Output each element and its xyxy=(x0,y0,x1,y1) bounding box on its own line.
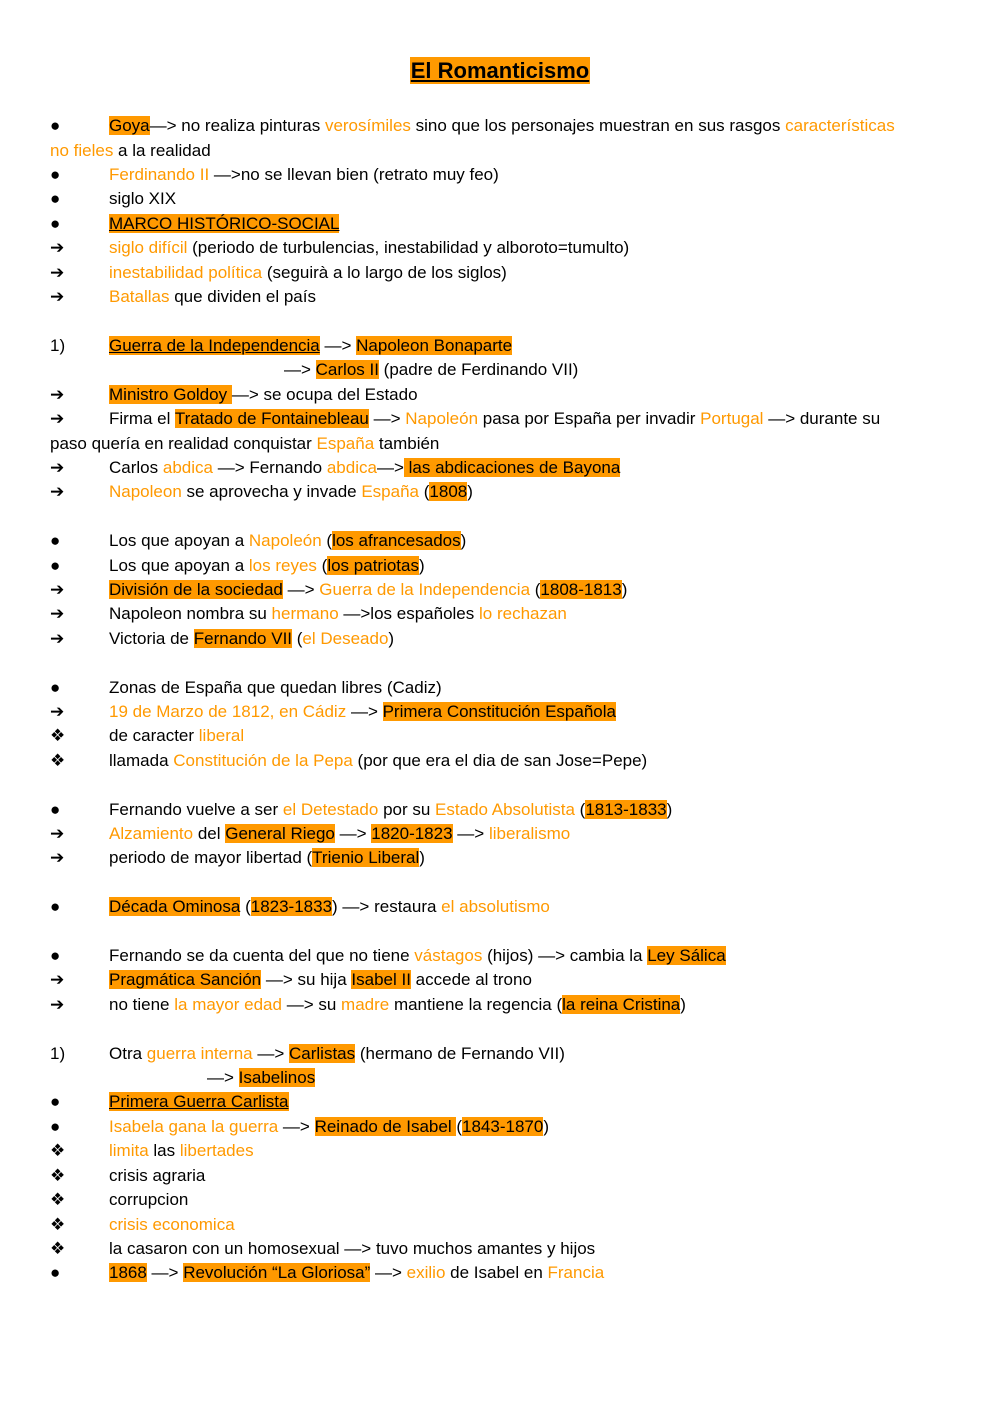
text-segment: ) xyxy=(419,848,425,867)
key-term: liberal xyxy=(198,726,245,745)
line-marker: ● xyxy=(50,214,61,233)
key-term: Ferdinando II xyxy=(109,165,210,184)
line-text xyxy=(109,749,647,773)
key-term: España xyxy=(361,482,420,501)
key-term: no fieles xyxy=(50,141,114,160)
text-segment: —> xyxy=(278,1117,315,1136)
highlighted-term: 1808-1813 xyxy=(540,580,622,599)
key-term: Estado Absolutista xyxy=(435,800,575,819)
key-term: Napoleon xyxy=(109,482,182,501)
text-segment: —> su xyxy=(281,995,342,1014)
text-segment: ) xyxy=(419,556,425,575)
line-marker: ➔ xyxy=(50,629,65,648)
highlighted-term: Carlistas xyxy=(289,1044,356,1063)
text-segment: Otra xyxy=(109,1044,147,1063)
text-segment: corrupcion xyxy=(109,1190,189,1209)
line-marker: ● xyxy=(50,116,61,135)
line-text xyxy=(109,1164,205,1188)
highlighted-term: Trienio Liberal xyxy=(312,848,420,867)
line-text xyxy=(109,1261,604,1285)
key-term: inestabilidad política xyxy=(109,263,263,282)
text-segment: ( xyxy=(321,531,333,550)
highlighted-term: las abdicaciones de Bayona xyxy=(403,458,621,477)
line-marker: ● xyxy=(50,1117,61,1136)
key-term: 19 de Marzo de 1812, en Cádiz xyxy=(109,702,347,721)
text-segment: —> xyxy=(334,824,372,843)
text-segment: ( xyxy=(456,1117,463,1136)
text-segment: —> Fernando xyxy=(212,458,327,477)
line-text xyxy=(109,529,466,553)
key-term: Alzamiento xyxy=(109,824,194,843)
text-segment: ) xyxy=(467,482,473,501)
text-segment: no tiene xyxy=(109,995,175,1014)
line-marker: ➔ xyxy=(50,702,65,721)
text-segment: pasa por España per invadir xyxy=(478,409,701,428)
line-marker: ➔ xyxy=(50,580,65,599)
key-term: exilio xyxy=(406,1263,446,1282)
text-segment: —>los españoles xyxy=(338,604,479,623)
text-segment: ( xyxy=(316,556,328,575)
highlighted-term: los patriotas xyxy=(327,556,419,575)
line-text xyxy=(109,1188,188,1212)
highlighted-term: Revolución “La Gloriosa” xyxy=(183,1263,371,1282)
line-text xyxy=(109,187,176,211)
text-segment: Los que apoyan a xyxy=(109,556,249,575)
key-term: abdica xyxy=(326,458,377,477)
text-segment: de caracter xyxy=(109,726,199,745)
text-segment: —> xyxy=(284,360,316,379)
text-segment: las xyxy=(148,1141,180,1160)
key-term: guerra interna xyxy=(146,1044,253,1063)
highlighted-term: MARCO HISTÓRICO-SOCIAL xyxy=(109,214,340,233)
key-term: madre xyxy=(341,995,390,1014)
text-segment: Fernando se da cuenta del que no tiene xyxy=(109,946,415,965)
key-term: limita xyxy=(109,1141,149,1160)
text-segment: Zonas de España que quedan libres (Cadiz) xyxy=(109,678,442,697)
line-text xyxy=(109,944,726,968)
highlighted-term: 1808 xyxy=(429,482,468,501)
text-segment: ) xyxy=(543,1117,549,1136)
line-text xyxy=(109,895,550,919)
text-segment: ) xyxy=(388,629,395,648)
line-text xyxy=(109,407,880,431)
line-marker: ❖ xyxy=(50,726,66,745)
line-marker: ❖ xyxy=(50,1239,66,1258)
highlighted-term: 1820-1823 xyxy=(371,824,453,843)
key-term: los reyes xyxy=(248,556,317,575)
text-segment: de Isabel en xyxy=(445,1263,548,1282)
text-segment: (periodo de turbulencias, inestabilidad y alboroto=tumulto) xyxy=(187,238,630,257)
highlighted-term: Goya xyxy=(109,116,150,135)
text-segment: (padre de Ferdinando VII) xyxy=(378,360,579,379)
text-segment: —> xyxy=(370,1263,407,1282)
line-marker: ❖ xyxy=(50,751,66,770)
text-segment: —> xyxy=(346,702,383,721)
text-segment: —>no se llevan bien (retrato muy feo) xyxy=(209,165,499,184)
key-term: verosímiles xyxy=(324,116,411,135)
key-term: lo rechazan xyxy=(479,604,567,623)
text-segment: también xyxy=(374,434,440,453)
line-marker: ➔ xyxy=(50,970,65,989)
text-segment: ) xyxy=(621,580,628,599)
text-segment: ) xyxy=(460,531,467,550)
text-segment: —> xyxy=(207,1068,239,1087)
text-segment: —> xyxy=(319,336,357,355)
key-term: la mayor edad xyxy=(174,995,282,1014)
text-segment: ( xyxy=(419,482,430,501)
line-text xyxy=(109,456,620,480)
line-text xyxy=(109,968,532,992)
text-segment: (seguirà a lo largo de los siglos) xyxy=(262,263,507,282)
text-segment: ( xyxy=(292,629,303,648)
text-segment: Los que apoyan a xyxy=(109,531,249,550)
text-segment: a la realidad xyxy=(113,141,211,160)
text-segment: accede al trono xyxy=(410,970,532,989)
line-text xyxy=(50,139,211,163)
text-segment: ( xyxy=(240,897,251,916)
text-segment: ) xyxy=(680,995,686,1014)
highlighted-term: 1843-1870 xyxy=(462,1117,544,1136)
line-text xyxy=(109,700,616,724)
highlighted-term: Napoleon Bonaparte xyxy=(356,336,513,355)
line-marker: ❖ xyxy=(50,1141,66,1160)
text-segment: llamada xyxy=(109,751,174,770)
text-segment: (por que era el dia de san Jose=Pepe) xyxy=(352,751,648,770)
highlighted-term: Isabelinos xyxy=(238,1068,316,1087)
text-segment: —> no realiza pinturas xyxy=(149,116,325,135)
line-text xyxy=(284,358,578,382)
line-marker: ➔ xyxy=(50,995,65,1014)
text-segment: —> xyxy=(146,1263,184,1282)
text-segment: —> xyxy=(376,458,404,477)
key-term: Portugal xyxy=(700,409,764,428)
line-text xyxy=(109,822,570,846)
text-segment: crisis agraria xyxy=(109,1166,206,1185)
line-text xyxy=(109,285,316,309)
text-segment: se aprovecha y invade xyxy=(181,482,362,501)
text-segment: que dividen el país xyxy=(169,287,316,306)
line-text xyxy=(109,1090,289,1114)
key-term: libertades xyxy=(179,1141,254,1160)
line-text xyxy=(109,236,629,260)
line-marker: ❖ xyxy=(50,1215,66,1234)
line-marker: ● xyxy=(50,189,61,208)
text-segment: —> xyxy=(452,824,489,843)
text-segment: del xyxy=(193,824,226,843)
line-text xyxy=(109,1042,565,1066)
key-term: abdica xyxy=(162,458,213,477)
line-marker: ➔ xyxy=(50,458,65,477)
line-text xyxy=(109,383,418,407)
text-segment: la casaron con un homosexual —> tuvo muchos amantes y hijos xyxy=(109,1239,596,1258)
line-text xyxy=(109,627,394,651)
highlighted-term: Ministro Goldoy xyxy=(109,385,232,404)
line-marker: ❖ xyxy=(50,1190,66,1209)
key-term: vástagos xyxy=(414,946,483,965)
text-segment: mantiene la regencia ( xyxy=(389,995,563,1014)
text-segment: —> durante su xyxy=(763,409,881,428)
highlighted-term: Ley Sálica xyxy=(647,946,726,965)
line-marker: ● xyxy=(50,556,61,575)
line-marker: ● xyxy=(50,800,61,819)
key-term: hermano xyxy=(271,604,339,623)
line-text xyxy=(109,212,339,236)
text-segment: —> su hija xyxy=(261,970,352,989)
key-term: liberalismo xyxy=(488,824,571,843)
text-segment: —> se ocupa del Estado xyxy=(231,385,418,404)
text-segment: —> xyxy=(282,580,320,599)
key-term: España xyxy=(316,434,375,453)
line-text xyxy=(109,578,627,602)
text-segment: por su xyxy=(378,800,436,819)
line-marker: ➔ xyxy=(50,385,65,404)
line-marker: ➔ xyxy=(50,287,65,306)
line-marker: ● xyxy=(50,165,61,184)
line-marker: 1) xyxy=(50,336,66,355)
highlighted-term: Carlos II xyxy=(315,360,379,379)
key-term: Napoleón xyxy=(248,531,322,550)
text-segment: (hermano de Fernando VII) xyxy=(355,1044,565,1063)
highlighted-term: la reina Cristina xyxy=(562,995,681,1014)
key-term: crisis economica xyxy=(109,1215,235,1234)
line-marker: ● xyxy=(50,678,61,697)
text-segment: paso quería en realidad conquistar xyxy=(50,434,317,453)
line-text xyxy=(109,724,244,748)
text-segment: —> xyxy=(252,1044,290,1063)
highlighted-term: Tratado de Fontainebleau xyxy=(174,409,369,428)
highlighted-term: los afrancesados xyxy=(332,531,461,550)
line-text xyxy=(109,1139,254,1163)
key-term: Francia xyxy=(547,1263,605,1282)
text-segment: Firma el xyxy=(109,409,175,428)
text-segment: ) xyxy=(666,800,673,819)
line-marker: ➔ xyxy=(50,482,65,501)
key-term: Isabela gana la guerra xyxy=(109,1117,279,1136)
highlighted-term: 1823-1833 xyxy=(250,897,333,916)
key-term: características xyxy=(785,116,895,135)
key-term: Batallas xyxy=(109,287,170,306)
text-segment: Victoria de xyxy=(109,629,194,648)
highlighted-term: Guerra de la Independencia xyxy=(109,336,320,355)
highlighted-term: General Riego xyxy=(225,824,335,843)
line-text xyxy=(109,993,686,1017)
highlighted-term: Primera Constitución Española xyxy=(382,702,616,721)
key-term: el Deseado xyxy=(302,629,389,648)
text-segment: Napoleon nombra su xyxy=(109,604,272,623)
line-text xyxy=(109,163,499,187)
document-title xyxy=(0,58,1000,84)
key-term: siglo difícil xyxy=(109,238,188,257)
line-text xyxy=(109,554,425,578)
line-marker: ➔ xyxy=(50,848,65,867)
highlighted-term: Isabel II xyxy=(351,970,411,989)
line-marker: ➔ xyxy=(50,238,65,257)
line-marker: ❖ xyxy=(50,1166,66,1185)
line-text xyxy=(109,676,442,700)
line-marker: ➔ xyxy=(50,604,65,623)
line-text xyxy=(50,432,439,456)
text-segment: periodo de mayor libertad ( xyxy=(109,848,313,867)
line-marker: ➔ xyxy=(50,263,65,282)
text-segment: sino que los personajes muestran en sus rasgos xyxy=(410,116,786,135)
highlighted-term: División de la sociedad xyxy=(109,580,283,599)
highlighted-term: 1868 xyxy=(109,1263,147,1282)
document-title-text: El Romanticismo xyxy=(410,58,590,83)
line-text xyxy=(109,798,672,822)
line-marker: ➔ xyxy=(50,409,65,428)
text-segment: siglo XIX xyxy=(109,189,177,208)
highlighted-term: Pragmática Sanción xyxy=(109,970,262,989)
line-text xyxy=(207,1066,315,1090)
highlighted-term: Primera Guerra Carlista xyxy=(109,1092,289,1111)
line-marker: ● xyxy=(50,946,61,965)
line-text xyxy=(109,480,473,504)
line-text xyxy=(109,114,895,138)
text-segment: —> xyxy=(368,409,406,428)
line-text xyxy=(109,334,512,358)
line-marker: ● xyxy=(50,897,61,916)
key-term: el Detestado xyxy=(282,800,379,819)
line-text xyxy=(109,1115,549,1139)
highlighted-term: Década Ominosa xyxy=(109,897,241,916)
line-marker: ● xyxy=(50,531,61,550)
highlighted-term: 1813-1833 xyxy=(585,800,667,819)
line-text xyxy=(109,602,567,626)
key-term: el absolutismo xyxy=(441,897,550,916)
text-segment: (hijos) —> cambia la xyxy=(482,946,648,965)
highlighted-term: Reinado de Isabel xyxy=(314,1117,457,1136)
line-marker: ● xyxy=(50,1092,61,1111)
line-marker: ● xyxy=(50,1263,61,1282)
line-marker: 1) xyxy=(50,1044,66,1063)
line-text xyxy=(109,1213,235,1237)
text-segment: Fernando vuelve a ser xyxy=(109,800,283,819)
text-segment: ( xyxy=(574,800,586,819)
line-text xyxy=(109,1237,595,1261)
line-text xyxy=(109,261,507,285)
text-segment: Carlos xyxy=(109,458,163,477)
key-term: Guerra de la Independencia xyxy=(319,580,531,599)
line-marker: ➔ xyxy=(50,824,65,843)
key-term: Napoleón xyxy=(405,409,479,428)
text-segment: ) —> restaura xyxy=(332,897,442,916)
line-text xyxy=(109,846,425,870)
highlighted-term: Fernando VII xyxy=(193,629,293,648)
key-term: Constitución de la Pepa xyxy=(173,751,353,770)
text-segment: ( xyxy=(530,580,541,599)
